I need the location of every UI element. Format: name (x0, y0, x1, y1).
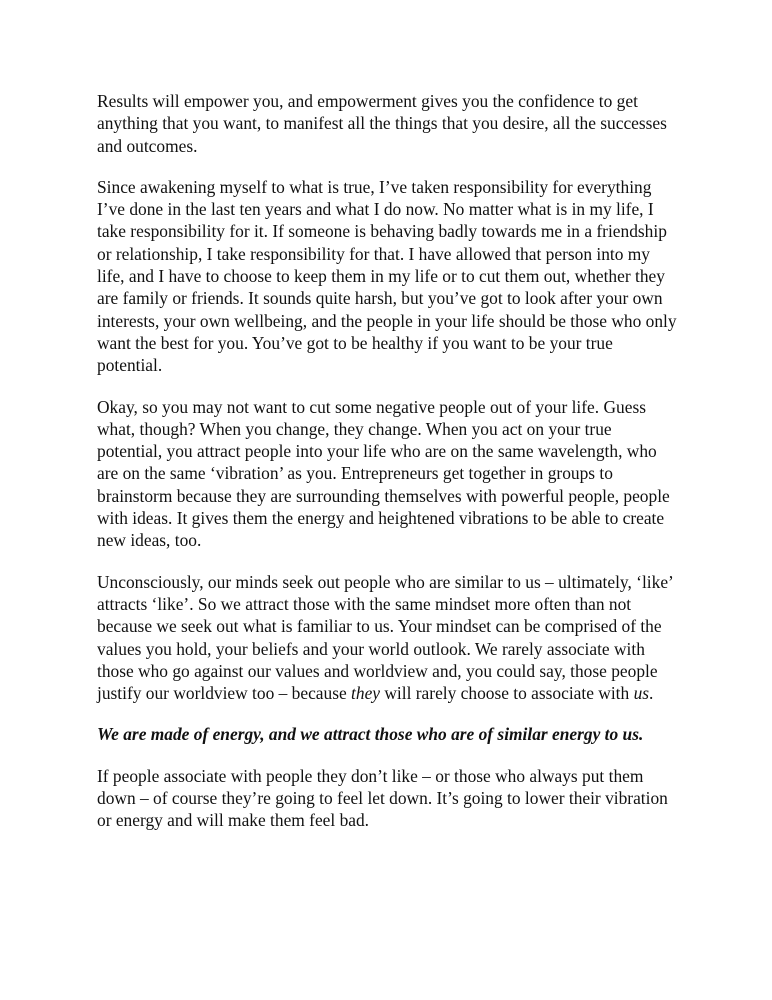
paragraph: Results will empower you, and empowerment gives you the confidence to get anything that you want, to manifest all the things that you desire, all the successes and outcomes. (97, 91, 667, 156)
paragraph: If people associate with people they don’t like – or those who always put them down – of course they’re going to feel let down. It’s going to lower their vibration or energy and will make them feel bad. (97, 765, 668, 831)
paragraph-text: Unconsciously, our minds seek out people who are similar to us – ultimately, ‘like’ attracts ‘like’. So we attract those with the same mindset more often than not because we seek out what is familiar to us. Your mindset can be comprised of the values you hold, your beliefs and your world outlook. We rarely associate with those who go against our values and worldview and, you could say, those people justify our worldview too – because (97, 571, 673, 704)
paragraph (97, 571, 679, 705)
emphasis-word: us (633, 683, 650, 704)
body-text (97, 90, 679, 851)
paragraph-text: will rarely choose to associate with (380, 683, 634, 704)
paragraph: Okay, so you may not want to cut some negative people out of your life. Guess what, though? When you change, they change. When you act on your true potential, you attract people into your life who are on the same wavelength, who are on the same ‘vibration’ as you. Entrepreneurs get together in groups to brainstorm because they are surrounding themselves with powerful people, people with ideas. It gives them the energy and heightened vibrations to be able to create new ideas, too. (97, 396, 670, 551)
emphasis-statement: We are made of energy, and we attract those who are of similar energy to us. (97, 724, 644, 745)
paragraph-text: . (649, 683, 654, 704)
emphasis-word: they (351, 683, 381, 704)
paragraph: Since awakening myself to what is true, I’ve taken responsibility for everything I’ve done in the last ten years and what I do now. No matter what is in my life, I take responsibility for it. If someone is behaving badly towards me in a friendship or relationship, I take responsibility for that. I have allowed that person into my life, and I have to choose to keep them in my life or to cut them out, whether they are family or friends. It sounds quite harsh, but you’ve got to look after your own interests, your own wellbeing, and the people in your life should be those who only want the best for you. You’ve got to be healthy if you want to be your true potential. (97, 176, 677, 376)
